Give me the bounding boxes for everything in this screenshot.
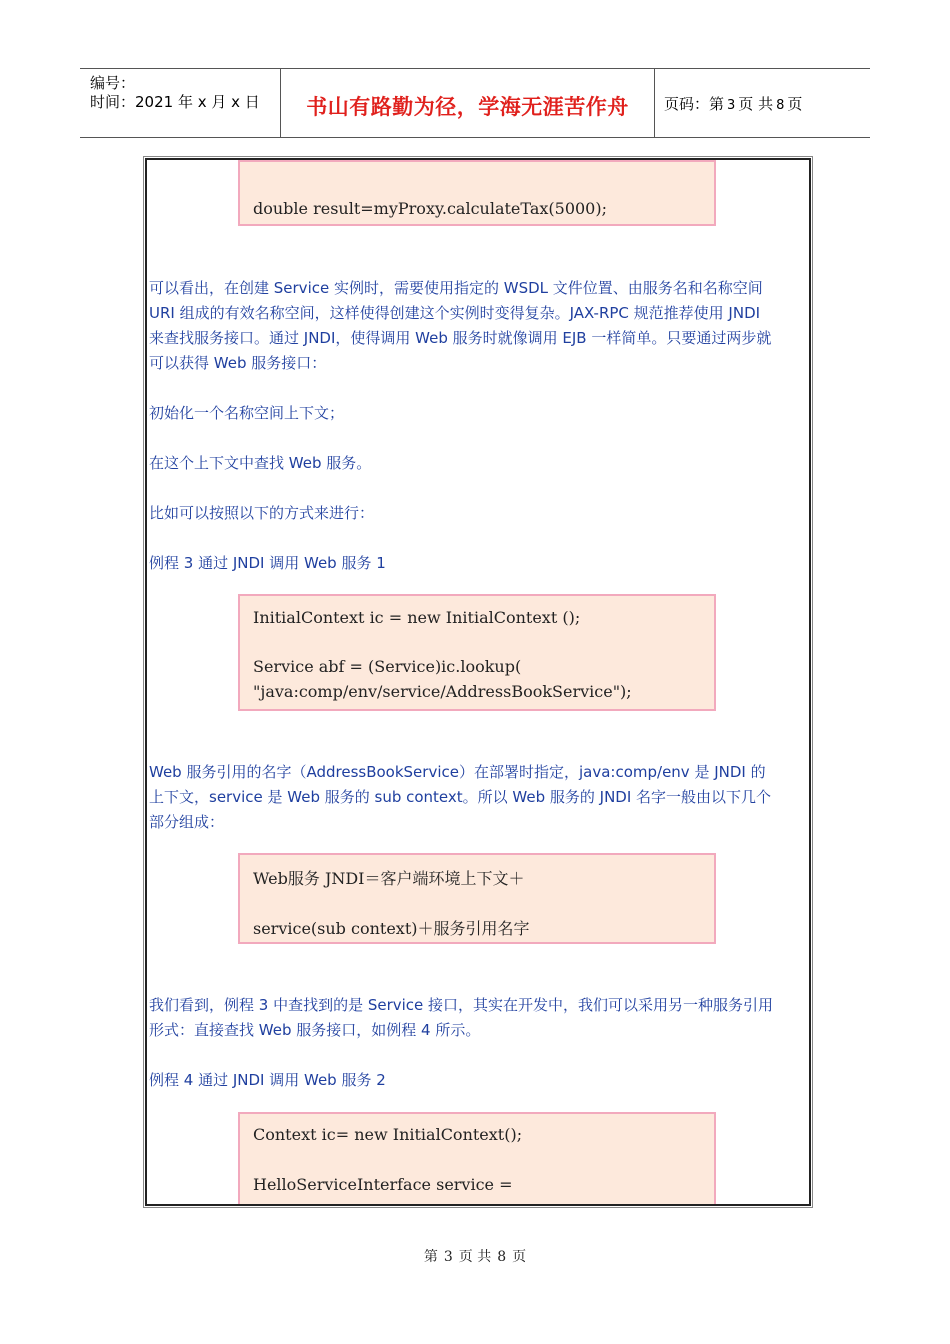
step-2: 在这个上下文中查找 Web 服务。 — [149, 454, 372, 472]
code-line: Web服务 JNDI＝客户端环境上下文＋ — [253, 869, 525, 888]
paragraph-1 — [149, 276, 805, 376]
text-line: Web 服务引用的名字（AddressBookService）在部署时指定，java:comp/env 是 JNDI 的 — [149, 763, 766, 781]
text-line: URI 组成的有效名称空间，这样使得创建这个实例时变得复杂。JAX-RPC 规范推荐使用 JNDI — [149, 304, 761, 322]
step-1: 初始化一个名称空间上下文； — [149, 404, 345, 422]
code-block-1 — [238, 160, 716, 226]
page-footer: 第 3 页 共 8 页 — [423, 1249, 527, 1265]
text-line: 上下文，service 是 Web 服务的 sub context。所以 Web 服务的 JNDI 名字一般由以下几个 — [149, 788, 772, 806]
intro-line: 比如可以按照以下的方式来进行： — [149, 504, 375, 522]
text-line: 形式：直接查找 Web 服务接口，如例程 4 所示。 — [149, 1021, 481, 1039]
code-line: Context ic= new InitialContext(); — [253, 1125, 523, 1144]
time-label: 时间：2021 年 x 月 x 日 — [90, 93, 260, 111]
code-block-3 — [238, 853, 716, 944]
code-line: double result=myProxy.calculateTax(5000); — [253, 199, 607, 218]
text-line: 我们看到，例程 3 中查找到的是 Service 接口，其实在开发中，我们可以采用另一种服务引用 — [149, 996, 774, 1014]
paragraph-2 — [149, 760, 805, 835]
code-line: HelloServiceInterface service = — [253, 1175, 513, 1194]
header-meta — [80, 69, 280, 137]
code-line: Service abf = (Service)ic.lookup( — [253, 657, 522, 676]
example-3-title: 例程 3 通过 JNDI 调用 Web 服务 1 — [149, 554, 386, 572]
code-block-2 — [238, 594, 716, 711]
code-line: service(sub context)＋服务引用名字 — [253, 919, 530, 938]
header-motto-cell — [280, 69, 655, 137]
example-4-title: 例程 4 通过 JNDI 调用 Web 服务 2 — [149, 1071, 386, 1089]
code-block-4 — [238, 1112, 716, 1206]
text-line: 可以获得 Web 服务接口： — [149, 354, 327, 372]
text-line: 来查找服务接口。通过 JNDI，使得调用 Web 服务时就像调用 EJB 一样简单。只要通过两步就 — [149, 329, 772, 347]
code-line: "java:comp/env/service/AddressBookService"); — [253, 682, 632, 701]
header-page-number: 页码：第 3 页 共 8 页 — [664, 95, 803, 113]
header-page-cell — [654, 69, 870, 137]
motto: 书山有路勤为径，学海无涯苦作舟 — [306, 95, 629, 119]
paragraph-3 — [149, 993, 805, 1043]
text-line: 可以看出，在创建 Service 实例时，需要使用指定的 WSDL 文件位置、由服务名和名称空间 — [149, 279, 763, 297]
content-frame — [145, 158, 811, 1206]
page-header — [80, 68, 870, 138]
code-line: InitialContext ic = new InitialContext (); — [253, 608, 581, 627]
text-line: 部分组成： — [149, 813, 225, 831]
number-label: 编号： — [90, 74, 136, 92]
